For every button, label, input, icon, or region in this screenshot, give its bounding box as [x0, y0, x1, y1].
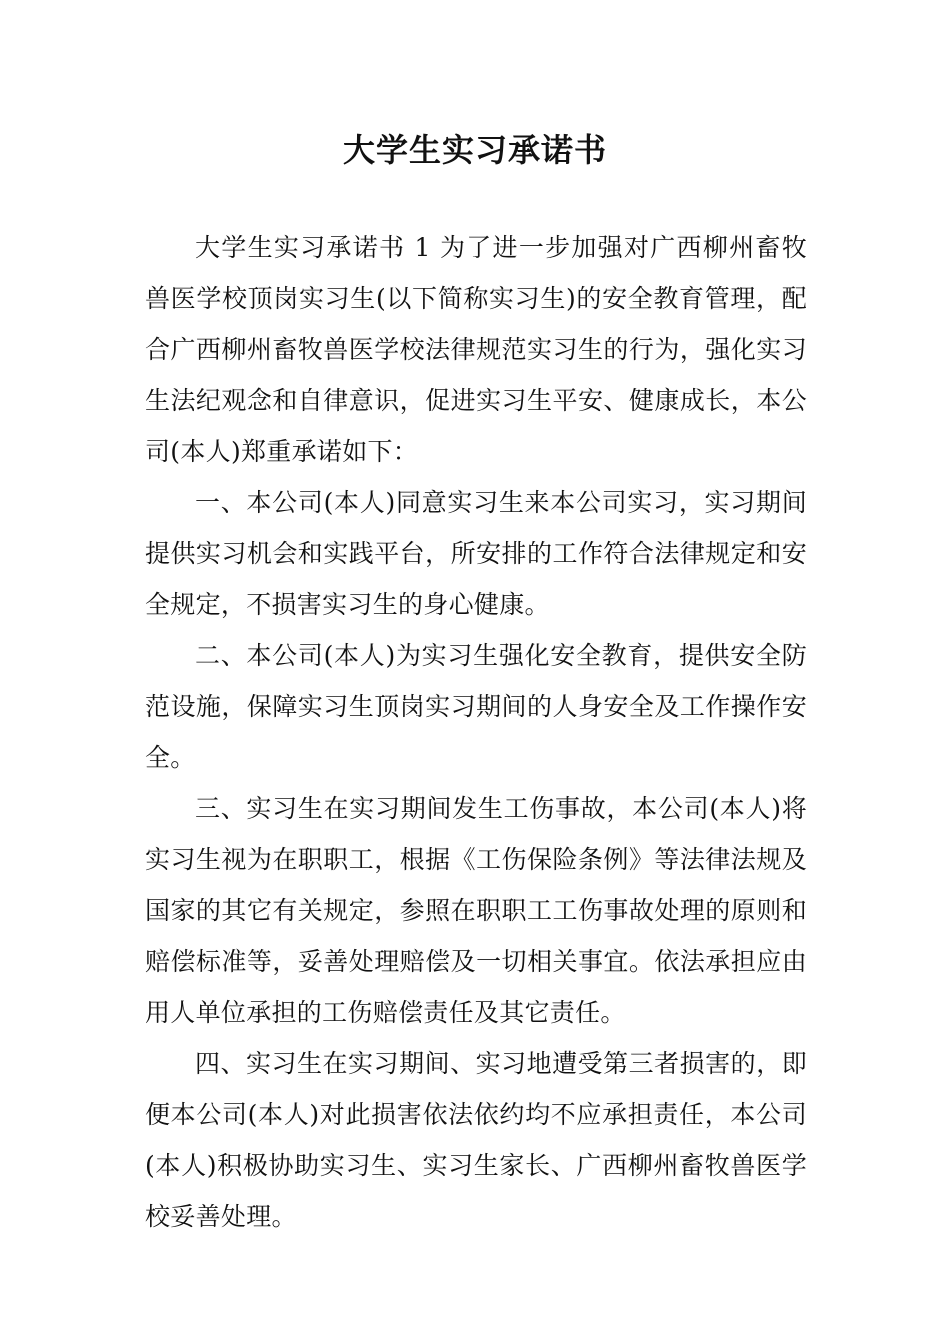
paragraph-clause-2: 二、本公司(本人)为实习生强化安全教育，提供安全防范设施，保障实习生顶岗实习期间的人身安全及工作操作安全。	[145, 641, 807, 772]
paragraph-clause-4: 四、实习生在实习期间、实习地遭受第三者损害的，即便本公司(本人)对此损害依法依约均不应承担责任，本公司(本人)积极协助实习生、实习生家长、广西柳州畜牧兽医学校妥善处理。	[145, 1049, 807, 1231]
document-body	[145, 222, 807, 1242]
paragraph-clause-3: 三、实习生在实习期间发生工伤事故，本公司(本人)将实习生视为在职职工，根据《工伤保险条例》等法律法规及国家的其它有关规定，参照在职职工工伤事故处理的原则和赔偿标准等，妥善处理赔偿及一切相关事宜。依法承担应由用人单位承担的工伤赔偿责任及其它责任。	[145, 794, 807, 1027]
paragraph-intro: 大学生实习承诺书 1 为了进一步加强对广西柳州畜牧兽医学校顶岗实习生(以下简称实习生)的安全教育管理，配合广西柳州畜牧兽医学校法律规范实习生的行为，强化实习生法纪观念和自律意识，促进实习生平安、健康成长，本公司(本人)郑重承诺如下：	[145, 233, 807, 466]
paragraph-clause-1: 一、本公司(本人)同意实习生来本公司实习，实习期间提供实习机会和实践平台，所安排的工作符合法律规定和安全规定，不损害实习生的身心健康。	[145, 488, 807, 619]
document-title: 大学生实习承诺书	[342, 131, 607, 169]
